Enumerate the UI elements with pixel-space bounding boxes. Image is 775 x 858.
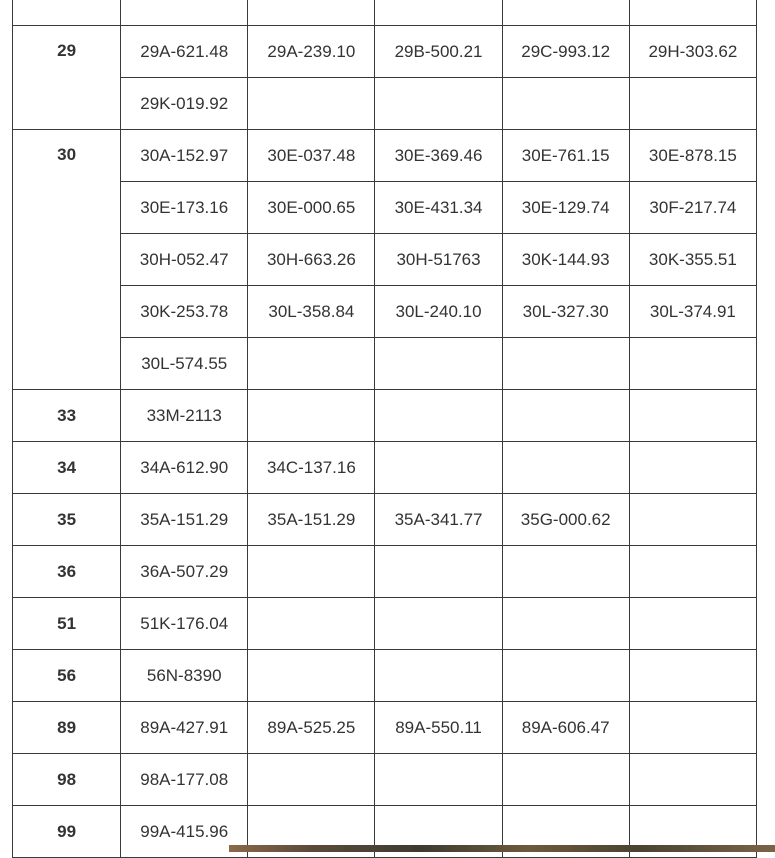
plate-cell (248, 754, 375, 806)
plate-cell (375, 78, 502, 130)
plate-cell (375, 442, 502, 494)
plate-cell (248, 390, 375, 442)
table-row (13, 390, 757, 442)
plate-cell: 30K-144.93 (502, 234, 629, 286)
plate-cell: 30E-000.65 (248, 182, 375, 234)
plate-cell: 34A-612.90 (121, 442, 248, 494)
table-row (13, 702, 757, 754)
plate-cell (248, 78, 375, 130)
plate-cell: 30L-240.10 (375, 286, 502, 338)
plate-cell: 99A-415.96 (121, 806, 248, 858)
table-row (13, 234, 757, 286)
prefix-cell: 51 (13, 598, 121, 650)
plate-cell (502, 390, 629, 442)
plate-cell: 33M-2113 (121, 390, 248, 442)
plate-cell: 30K-355.51 (629, 234, 756, 286)
plate-cell: 30E-761.15 (502, 130, 629, 182)
plate-cell: 89A-606.47 (502, 702, 629, 754)
table-cell-empty (248, 0, 375, 26)
plate-cell: 30K-253.78 (121, 286, 248, 338)
prefix-cell: 29 (13, 26, 121, 130)
prefix-cell: 34 (13, 442, 121, 494)
plate-cell (502, 598, 629, 650)
table-row-partial-top (13, 0, 757, 26)
plate-cell: 30H-663.26 (248, 234, 375, 286)
plate-cell: 30F-217.74 (629, 182, 756, 234)
table-row (13, 26, 757, 78)
plate-cell: 35A-151.29 (248, 494, 375, 546)
photo-edge-strip (229, 845, 775, 852)
plate-cell: 34C-137.16 (248, 442, 375, 494)
plate-cell: 35A-341.77 (375, 494, 502, 546)
table-row (13, 650, 757, 702)
prefix-cell: 36 (13, 546, 121, 598)
table-cell-empty (13, 0, 121, 26)
table-row (13, 286, 757, 338)
plate-cell (629, 442, 756, 494)
plate-cell: 29B-500.21 (375, 26, 502, 78)
plate-cell: 29A-621.48 (121, 26, 248, 78)
plate-cell (502, 78, 629, 130)
plate-cell: 30E-037.48 (248, 130, 375, 182)
plate-cell (375, 390, 502, 442)
plate-cell (629, 754, 756, 806)
plate-cell: 30L-358.84 (248, 286, 375, 338)
plate-cell (629, 546, 756, 598)
plate-cell: 29K-019.92 (121, 78, 248, 130)
prefix-cell: 35 (13, 494, 121, 546)
plate-cell (375, 546, 502, 598)
table-row (13, 338, 757, 390)
plate-cell: 89A-550.11 (375, 702, 502, 754)
plate-cell: 30E-129.74 (502, 182, 629, 234)
plate-cell: 35A-151.29 (121, 494, 248, 546)
plate-cell (502, 546, 629, 598)
plate-cell: 30A-152.97 (121, 130, 248, 182)
plate-cell: 30L-374.91 (629, 286, 756, 338)
plate-cell: 30H-51763 (375, 234, 502, 286)
plate-cell (629, 494, 756, 546)
plate-cell: 89A-427.91 (121, 702, 248, 754)
plate-cell: 30H-052.47 (121, 234, 248, 286)
plate-cell: 98A-177.08 (121, 754, 248, 806)
plate-cell: 36A-507.29 (121, 546, 248, 598)
prefix-cell: 56 (13, 650, 121, 702)
table-cell-empty (375, 0, 502, 26)
table-row (13, 78, 757, 130)
table-row (13, 598, 757, 650)
prefix-cell: 30 (13, 130, 121, 390)
table-row (13, 494, 757, 546)
prefix-cell: 89 (13, 702, 121, 754)
plate-cell (629, 338, 756, 390)
table-row (13, 182, 757, 234)
table-row (13, 754, 757, 806)
plate-cell: 29A-239.10 (248, 26, 375, 78)
plate-cell: 30E-878.15 (629, 130, 756, 182)
plate-cell: 35G-000.62 (502, 494, 629, 546)
prefix-cell: 33 (13, 390, 121, 442)
plate-cell (248, 338, 375, 390)
plate-cell (629, 78, 756, 130)
plate-cell: 51K-176.04 (121, 598, 248, 650)
table-cell-empty (502, 0, 629, 26)
plate-cell: 30E-173.16 (121, 182, 248, 234)
plate-cell: 89A-525.25 (248, 702, 375, 754)
plate-cell (502, 338, 629, 390)
plate-cell: 30L-327.30 (502, 286, 629, 338)
plate-cell (502, 650, 629, 702)
prefix-cell: 99 (13, 806, 121, 858)
license-plate-table (12, 0, 757, 858)
plate-cell: 56N-8390 (121, 650, 248, 702)
plate-cell (629, 390, 756, 442)
license-plate-table-body (13, 0, 757, 858)
plate-cell (375, 338, 502, 390)
plate-cell (248, 546, 375, 598)
table-cell-empty (121, 0, 248, 26)
prefix-cell: 98 (13, 754, 121, 806)
plate-cell: 29C-993.12 (502, 26, 629, 78)
table-row (13, 546, 757, 598)
table-cell-empty (629, 0, 756, 26)
plate-cell (502, 754, 629, 806)
plate-cell (375, 754, 502, 806)
plate-cell (248, 650, 375, 702)
table-row (13, 442, 757, 494)
plate-cell (502, 442, 629, 494)
table-row (13, 130, 757, 182)
plate-cell (629, 650, 756, 702)
plate-cell: 29H-303.62 (629, 26, 756, 78)
plate-cell: 30E-369.46 (375, 130, 502, 182)
plate-cell (375, 598, 502, 650)
plate-cell (629, 598, 756, 650)
plate-cell (248, 598, 375, 650)
plate-cell (629, 702, 756, 754)
plate-cell (375, 650, 502, 702)
plate-cell: 30L-574.55 (121, 338, 248, 390)
plate-cell: 30E-431.34 (375, 182, 502, 234)
